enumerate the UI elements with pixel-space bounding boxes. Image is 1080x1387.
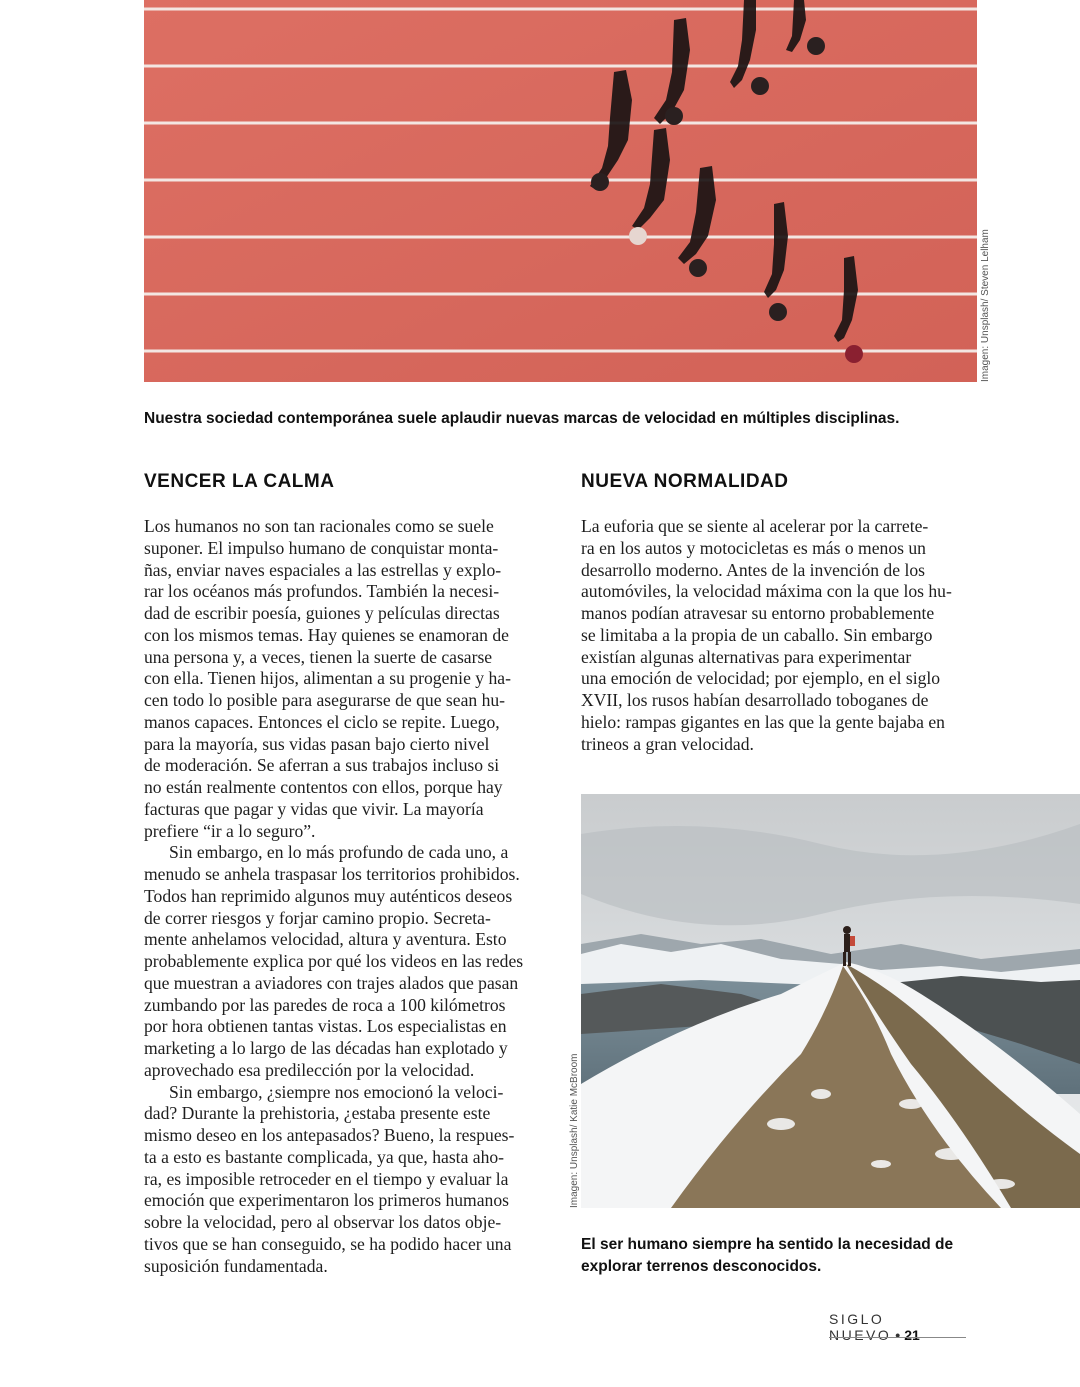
- body-line: se limitaba a la propia de un caballo. Sin embargo: [581, 624, 933, 645]
- left-column-body: [144, 516, 542, 1277]
- body-line: Los humanos no son tan racionales como se suele: [144, 516, 494, 536]
- body-line: Todos han reprimido algunos muy auténticos deseos: [144, 885, 513, 906]
- body-line: zumbando por las paredes de roca a 100 kilómetros: [144, 994, 506, 1015]
- body-line: automóviles, la velocidad máxima con la que los hu-: [581, 581, 952, 602]
- body-line: dad de escribir poesía, guiones y películas directas: [144, 603, 500, 623]
- body-line: emoción que experimentaron los primeros humanos: [144, 1190, 509, 1211]
- body-line: marketing a lo largo de las décadas han explotado y: [144, 1038, 508, 1058]
- body-line: por hora obtienen tantas vistas. Los especialistas en: [144, 1016, 507, 1037]
- body-line: ra, es imposible retroceder en el tiempo y evaluar la: [144, 1168, 509, 1189]
- body-line: que muestran a aviadores con trajes alados que pasan: [144, 972, 519, 993]
- body-line: con ella. Tienen hijos, alimentan a su progenie y ha-: [144, 668, 511, 689]
- body-line: probablemente explica por qué los videos en las redes: [144, 951, 524, 971]
- body-line: La euforia que se siente al acelerar por la carrete-: [581, 516, 929, 536]
- runners-on-track-illustration: [144, 0, 977, 382]
- body-line: ñas, enviar naves espaciales a las estrellas y explo-: [144, 559, 502, 580]
- body-line: mismo deseo en los antepasados? Bueno, la respues-: [144, 1125, 515, 1145]
- body-line: Sin embargo, ¿siempre nos emocionó la veloci-: [169, 1081, 504, 1102]
- body-line: con los mismos temas. Hay quienes se enamoran de: [144, 624, 509, 645]
- section-heading-vencer-la-calma: VENCER LA CALMA: [144, 471, 335, 492]
- body-line: sobre la velocidad, pero al observar los datos obje-: [144, 1212, 502, 1232]
- body-line: hielo: rampas gigantes en las que la gente bajaba en: [581, 711, 945, 732]
- body-line: desarrollo moderno. Antes de la invención de los: [581, 559, 925, 580]
- body-line: prefiere “ir a lo seguro”.: [144, 820, 316, 841]
- page-footer: [829, 1311, 966, 1343]
- body-line: mente anhelamos velocidad, altura y aventura. Esto: [144, 929, 507, 950]
- body-line: de moderación. Se aferran a sus trabajos incluso si: [144, 755, 500, 776]
- photo-credit-mountain: Imagen: Unsplash/ Katie McBroom: [569, 1053, 580, 1208]
- mountain-photo-caption: [581, 1234, 1001, 1278]
- mountain-photo: [581, 794, 1080, 1208]
- body-line: suponer. El impulso humano de conquistar monta-: [144, 537, 499, 558]
- body-line: dad? Durante la prehistoria, ¿estaba presente este: [144, 1103, 491, 1124]
- body-line: cen todo lo posible para asegurarse de que sean hu-: [144, 690, 506, 710]
- magazine-name: SIGLO NUEVO: [829, 1311, 892, 1343]
- body-line: trineos a gran velocidad.: [581, 733, 754, 754]
- body-line: rar los océanos más profundos. También la necesi-: [144, 581, 500, 602]
- body-line: ta a esto es bastante complicada, ya que, hasta aho-: [144, 1146, 505, 1167]
- footer-rule: [829, 1337, 966, 1338]
- body-line: XVII, los rusos habían desarrollado toboganes de: [581, 690, 929, 710]
- body-line: una persona y, a veces, tienen la suerte de casarse: [144, 646, 493, 667]
- caption-line: El ser humano siempre ha sentido la necesidad de: [581, 1236, 954, 1253]
- right-column-body: [581, 516, 979, 755]
- body-line: manos podían atravesar su entorno probablemente: [581, 603, 935, 623]
- section-heading-nueva-normalidad: NUEVA NORMALIDAD: [581, 471, 789, 492]
- caption-line: explorar terrenos desconocidos.: [581, 1258, 822, 1275]
- body-line: Sin embargo, en lo más profundo de cada uno, a: [169, 842, 509, 863]
- body-line: suposición fundamentada.: [144, 1255, 328, 1276]
- body-line: aprovechado esa predilección por la velocidad.: [144, 1059, 475, 1080]
- photo-credit-top: Imagen: Unsplash/ Steven Lelham: [980, 229, 991, 382]
- body-line: menudo se anhela traspasar los territorios prohibidos.: [144, 864, 520, 884]
- body-line: existían algunas alternativas para experimentar: [581, 646, 912, 667]
- body-line: de correr riesgos y forjar camino propio. Secreta-: [144, 907, 491, 928]
- page-number: 21: [904, 1327, 920, 1343]
- top-photo-caption: Nuestra sociedad contemporánea suele aplaudir nuevas marcas de velocidad en múltiples disciplinas.: [144, 410, 900, 427]
- footer-bullet: •: [895, 1327, 901, 1343]
- hiker-on-snowy-ridge-illustration: [581, 794, 1080, 1208]
- body-line: tivos que se han conseguido, se ha podido hacer una: [144, 1233, 512, 1254]
- body-line: para la mayoría, sus vidas pasan bajo cierto nivel: [144, 733, 490, 754]
- body-line: no están realmente contentos con ellos, porque hay: [144, 777, 503, 797]
- body-line: facturas que pagar y vidas que vivir. La mayoría: [144, 798, 484, 819]
- track-photo: [144, 0, 977, 382]
- body-line: manos capaces. Entonces el ciclo se repite. Luego,: [144, 711, 500, 732]
- body-line: una emoción de velocidad; por ejemplo, en el siglo: [581, 668, 941, 689]
- body-line: ra en los autos y motocicletas es más o menos un: [581, 537, 926, 558]
